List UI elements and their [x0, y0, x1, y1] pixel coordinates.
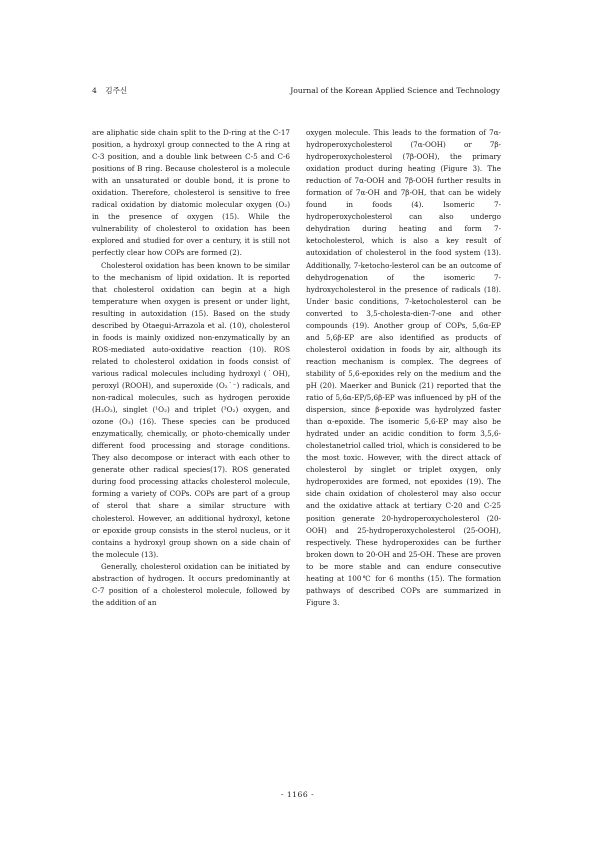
left-text-column [92, 127, 290, 609]
header-author: 김주신 [105, 86, 128, 95]
header-page-number: 4 [92, 86, 97, 95]
paragraph: are aliphatic side chain split to the D-ring at the C-17 position, a hydroxyl group connected to the A ring at C-3 position, and a double link between C-5 and C-6 positions of B ring. Because cholesterol is a molecule with an unsaturated or double bond, it is prone to oxidation. Therefore, cholesterol is sensitive to free radical oxidation by diatomic molecular oxygen (O₂) in the presence of oxygen (15). While the vulnerability of cholesterol to oxidation has been explored and studied for over a century, it is still not perfectly clear how COPs are formed (2). [92, 128, 290, 258]
paragraph: oxygen molecule. This leads to the formation of 7α-hydroperoxycholesterol (7α-OOH) or 7β-hydroperoxycholesterol (7β-OOH), the primary oxidation product during heating (Figure 3). The reduction of 7α-OOH and 7β-OOH further results in formation of 7α-OH and 7β-OH, that can be widely found in foods (4). Isomeric 7-hydroperoxycholesterol can also undergo dehydration during heating and form 7-ketocholesterol, which is also a key result of autoxidation of cholesterol in the food system (13). Additionally, 7-ketocho-lesterol can be an outcome of dehydrogenation of the isomeric 7-hydroxycholesterol in the presence of radicals (18). Under basic conditions, 7-ketocholesterol can be converted to 3,5-cholesta-dien-7-one and other compounds (19). Another group of COPs, 5,6α-EP and 5,6β-EP are also identified as products of cholesterol oxidation in foods by air, although its reaction mechanism is complex. The degrees of stability of 5,6-epoxides rely on the medium and the pH (20). Maerker and Bunick (21) reported that the ratio of 5,6α-EP/5,6β-EP was influenced by pH of the dispersion, since β-epoxide was hydrolyzed faster than α-epoxide. The isomeric 5,6-EP may also be hydrated under an acidic condition to form 3,5,6-cholestanetriol called triol, which is considered to be the most toxic. However, with the direct attack of cholesterol by singlet or triplet oxygen, only hydroperoxides are formed, not epoxides (19). The side chain oxidation of cholesterol may also occur and the oxidative attack at tertiary C-20 and C-25 position generate 20-hydroperoxycholesterol (20-OOH) and 25-hydroperoxycholesterol (25-OOH), respectively. These hydroperoxides can be further broken down to 20-OH and 25-OH. These are proven to be more stable and can endure consecutive heating at 100℃ for 6 months (15). The formation pathways of described COPs are summarized in Figure 3. [306, 128, 501, 607]
right-text-column [306, 127, 501, 609]
header-journal-title: Journal of the Korean Applied Science and Technology [290, 86, 500, 95]
paragraph: Cholesterol oxidation has been known to be similar to the mechanism of lipid oxidation. It is reported that cholesterol oxidation can begin at a high temperature when oxygen is present or under light, resulting in autoxidation (15). Based on the study described by Otaegui-Arrazola et al. (10), cholesterol in foods is mainly oxidized non-enzymatically by an ROS-mediated auto-oxidative reaction (10). ROS related to cholesterol oxidation in foods consist of various radical molecules including hydroxyl (˙OH), peroxyl (ROOH), and superoxide (O₂˙⁻) radicals, and non-radical molecules, such as hydrogen peroxide (H₂O₂), singlet (¹O₂) and triplet (³O₂) oxygen, and ozone (O₃) (16). These species can be produced enzymatically, chemically, or photo-chemically under different food processing and storage conditions. They also decompose or interact with each other to generate other radical species(17). ROS generated during food processing attacks cholesterol molecule, forming a variety of COPs. COPs are part of a group of sterol that share a similar structure with cholesterol. However, an additional hydroxyl, ketone or epoxide group consists in the sterol nucleus, or it contains a hydroxyl group shown on a side chain of the molecule (13). [92, 260, 290, 559]
header-left [92, 86, 127, 96]
paragraph: Generally, cholesterol oxidation can be initiated by abstraction of hydrogen. It occurs predominantly at C-7 position of a cholesterol molecule, followed by the addition of an [92, 561, 290, 607]
page-footer-number: - 1166 - [280, 790, 315, 799]
